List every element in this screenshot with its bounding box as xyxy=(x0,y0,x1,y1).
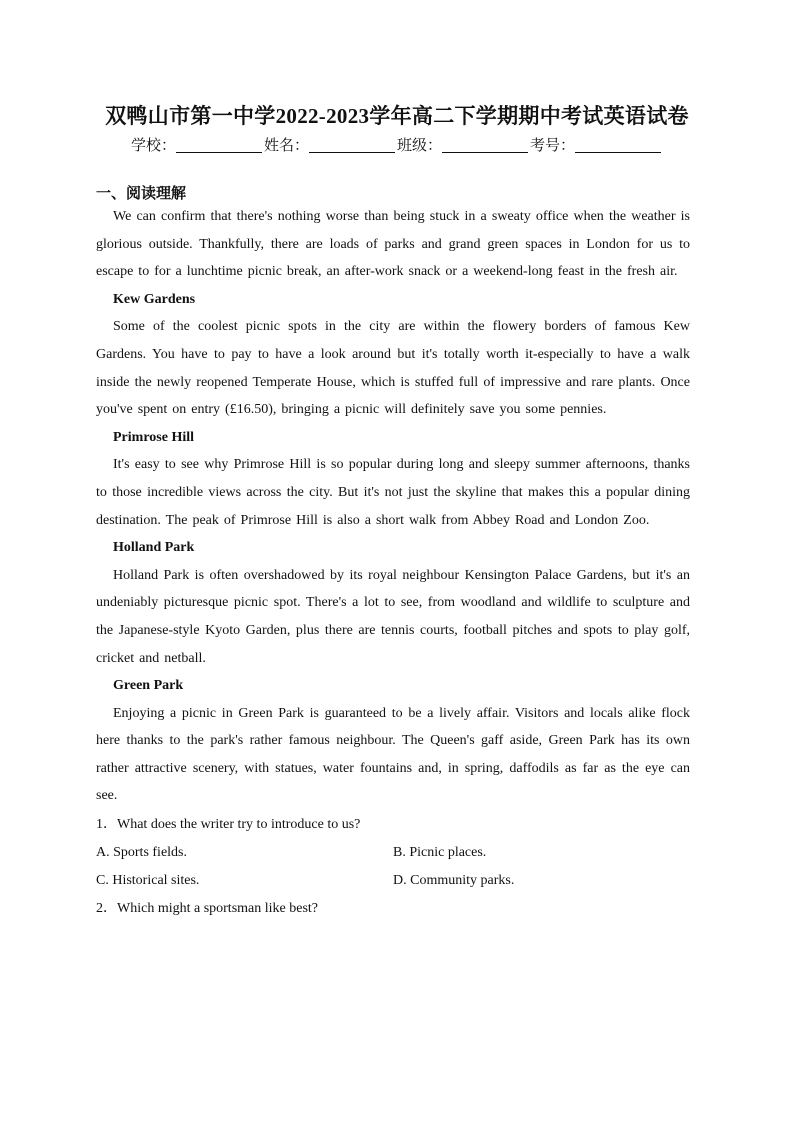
question-2: 2．Which might a sportsman like best? xyxy=(96,901,319,917)
class-label: 班级： xyxy=(397,136,443,154)
intro-paragraph: We can confirm that there's nothing worse than being stuck in a sweaty office when the weather is glorious outside. Thankfully, there are loads of parks and grand green spaces in London for us to escape to for a lunchtime picnic break, an after-work snack or a weekend-long feast in the fresh air. xyxy=(96,209,690,280)
option-c[interactable]: C. Historical sites. xyxy=(96,872,200,888)
exam-number-blank[interactable] xyxy=(575,137,661,153)
class-blank[interactable] xyxy=(442,137,528,153)
name-label: 姓名： xyxy=(263,136,309,154)
option-a[interactable]: A. Sports fields. xyxy=(96,845,187,861)
place-heading-primrose: Primrose Hill xyxy=(113,429,194,445)
exam-title: 双鸭山市第一中学2022-2023学年高二下学期期中考试英语试卷 xyxy=(105,104,689,128)
place-text-kew: Some of the coolest picnic spots in the city are within the flowery borders of famous Kew Gardens. You have to pay to have a look around but it's totally worth it-especially to have a walk inside the newly reopened Temperate House, which is stuffed full of impressive and rare plants. Once you've spent on entry (£16.50), bringing a picnic will definitely save you some pennies. xyxy=(96,319,690,418)
reading-passage xyxy=(96,203,690,923)
student-info-line xyxy=(0,134,794,155)
option-d[interactable]: D. Community parks. xyxy=(393,872,515,888)
exam-number-label: 考号： xyxy=(530,136,576,154)
option-b[interactable]: B. Picnic places. xyxy=(393,845,487,861)
question-1-options xyxy=(96,839,690,894)
place-text-green: Enjoying a picnic in Green Park is guaranteed to be a lively affair. Visitors and locals alike flock here thanks to the park's rather famous neighbour. The Queen's gaff aside, Green Park has its own rather attractive scenery, with statues, water fountains and, in spring, daffodils as far as the eye can see. xyxy=(96,705,690,804)
school-label: 学校： xyxy=(130,136,176,154)
place-text-holland: Holland Park is often overshadowed by its royal neighbour Kensington Palace Gardens, but it's an undeniably picturesque picnic spot. There's a lot to see, from woodland and wildlife to sculpture and the Japanese-style Kyoto Garden, plus there are tennis courts, football pitches and spots to play golf, cricket and netball. xyxy=(96,567,690,666)
place-heading-holland: Holland Park xyxy=(113,540,195,556)
name-blank[interactable] xyxy=(309,137,395,153)
place-heading-green: Green Park xyxy=(113,678,184,694)
place-text-primrose: It's easy to see why Primrose Hill is so popular during long and sleepy summer afternoons, thanks to those incredible views across the city. But it's not just the skyline that makes this a popular dining destination. The peak of Primrose Hill is also a short walk from Abbey Road and London Zoo. xyxy=(96,457,690,528)
question-1: 1．What does the writer try to introduce to us? xyxy=(96,817,361,833)
place-heading-kew: Kew Gardens xyxy=(113,291,196,307)
section-heading: 一、阅读理解 xyxy=(96,184,187,202)
school-blank[interactable] xyxy=(176,137,262,153)
